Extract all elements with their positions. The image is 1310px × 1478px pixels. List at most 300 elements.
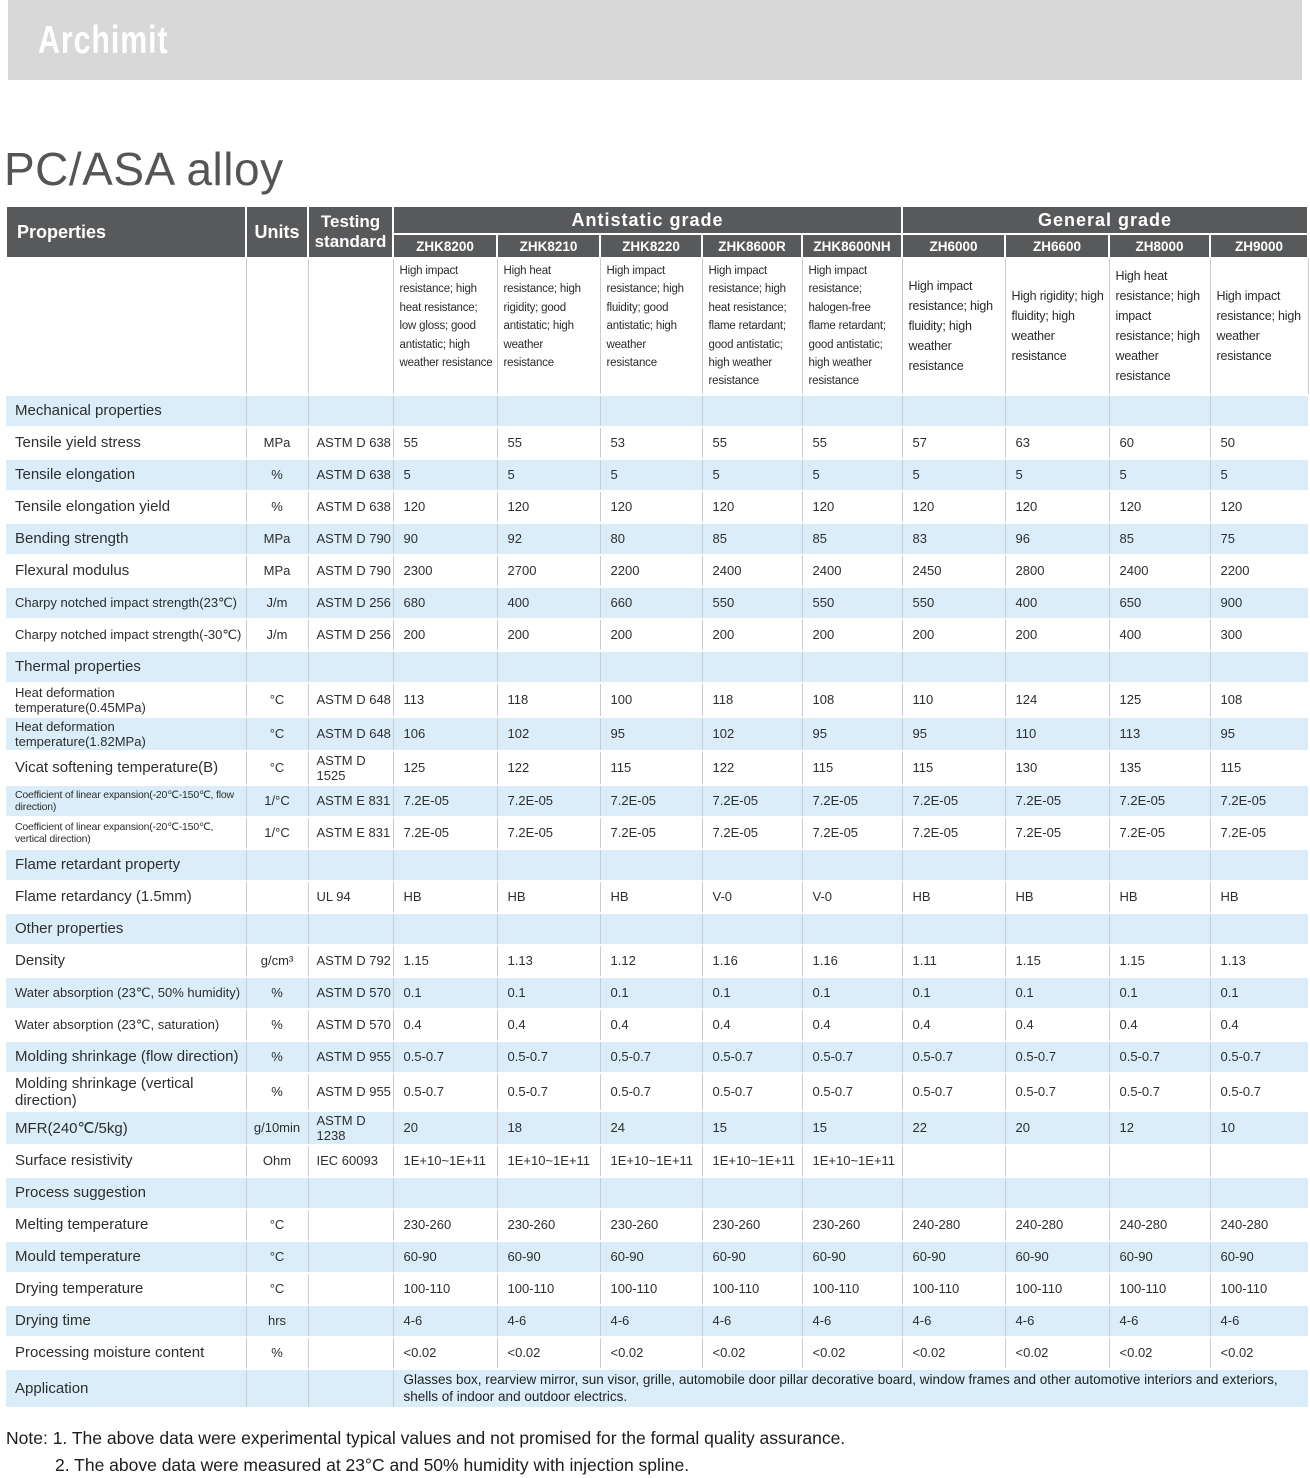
model-description: High impact resistance; halogen-free flame retardant; good antistatic; high weather resistance <box>802 258 902 395</box>
unit-cell: °C <box>246 683 308 717</box>
value-cell: 100-110 <box>702 1273 802 1305</box>
value-cell: 15 <box>802 1111 902 1145</box>
empty-cell <box>6 258 246 395</box>
group-header-antistatic: Antistatic grade <box>393 206 902 234</box>
value-cell: 60-90 <box>702 1241 802 1273</box>
unit-cell: J/m <box>246 587 308 619</box>
value-cell <box>1210 1177 1308 1209</box>
value-cell: 0.5-0.7 <box>1210 1041 1308 1073</box>
value-cell <box>393 651 497 683</box>
section-title: Process suggestion <box>6 1177 246 1209</box>
value-cell: 90 <box>393 523 497 555</box>
property-row <box>6 491 1308 523</box>
value-cell <box>497 1177 600 1209</box>
value-cell: 0.5-0.7 <box>802 1073 902 1111</box>
value-cell: 0.5-0.7 <box>497 1073 600 1111</box>
unit-cell <box>246 913 308 945</box>
value-cell: 0.5-0.7 <box>1210 1073 1308 1111</box>
property-label: Flexural modulus <box>6 555 246 587</box>
value-cell: 0.5-0.7 <box>393 1041 497 1073</box>
value-cell: 550 <box>902 587 1005 619</box>
column-header-testing-standard: Testing standard <box>308 206 393 258</box>
value-cell: 300 <box>1210 619 1308 651</box>
standard-cell: ASTM E 831 <box>308 785 393 817</box>
property-label: Drying time <box>6 1305 246 1337</box>
value-cell: 400 <box>497 587 600 619</box>
value-cell: 55 <box>802 427 902 459</box>
value-cell: 2200 <box>600 555 702 587</box>
value-cell: 200 <box>393 619 497 651</box>
value-cell: 4-6 <box>497 1305 600 1337</box>
value-cell: 108 <box>1210 683 1308 717</box>
value-cell: 60-90 <box>802 1241 902 1273</box>
empty-cell <box>308 258 393 395</box>
value-cell <box>1109 395 1210 427</box>
value-cell: 7.2E-05 <box>1210 817 1308 849</box>
unit-cell: g/10min <box>246 1111 308 1145</box>
value-cell: 1E+10~1E+11 <box>802 1145 902 1177</box>
value-cell: <0.02 <box>1005 1337 1109 1369</box>
value-cell: 1E+10~1E+11 <box>393 1145 497 1177</box>
value-cell: 0.5-0.7 <box>1005 1073 1109 1111</box>
property-row <box>6 1009 1308 1041</box>
value-cell: 2450 <box>902 555 1005 587</box>
page-title: PC/ASA alloy <box>4 143 284 195</box>
value-cell <box>1109 849 1210 881</box>
value-cell <box>902 395 1005 427</box>
model-description: High heat resistance; high rigidity; good antistatic; high weather resistance <box>497 258 600 395</box>
value-cell: 4-6 <box>902 1305 1005 1337</box>
unit-cell: Ohm <box>246 1145 308 1177</box>
value-cell: 0.1 <box>497 977 600 1009</box>
value-cell: 118 <box>702 683 802 717</box>
value-cell: 63 <box>1005 427 1109 459</box>
standard-cell <box>308 1369 393 1408</box>
value-cell <box>1005 395 1109 427</box>
property-row <box>6 1305 1308 1337</box>
unit-cell: MPa <box>246 555 308 587</box>
property-row <box>6 555 1308 587</box>
value-cell: 110 <box>902 683 1005 717</box>
value-cell: 1.12 <box>600 945 702 977</box>
section-title: Thermal properties <box>6 651 246 683</box>
standard-cell <box>308 1305 393 1337</box>
value-cell: 0.4 <box>1210 1009 1308 1041</box>
unit-cell: % <box>246 1337 308 1369</box>
application-text: Glasses box, rearview mirror, sun visor, grille, automobile door pillar decorative board, window frames and other automotive interiors and exteriors, shells of indoor and outdoor electrics. <box>393 1369 1308 1408</box>
value-cell: 680 <box>393 587 497 619</box>
value-cell: 124 <box>1005 683 1109 717</box>
value-cell: 118 <box>497 683 600 717</box>
unit-cell: % <box>246 977 308 1009</box>
value-cell: 102 <box>702 717 802 751</box>
value-cell: 106 <box>393 717 497 751</box>
property-row <box>6 945 1308 977</box>
standard-cell <box>308 1177 393 1209</box>
standard-cell: ASTM E 831 <box>308 817 393 849</box>
property-row <box>6 1111 1308 1145</box>
application-row <box>6 1369 1308 1408</box>
value-cell <box>497 913 600 945</box>
unit-cell <box>246 1369 308 1408</box>
value-cell: 1.13 <box>497 945 600 977</box>
value-cell: 0.4 <box>802 1009 902 1041</box>
standard-cell: ASTM D 790 <box>308 523 393 555</box>
value-cell: HB <box>1005 881 1109 913</box>
value-cell: 60-90 <box>1210 1241 1308 1273</box>
value-cell: 0.1 <box>393 977 497 1009</box>
value-cell: 60 <box>1109 427 1210 459</box>
value-cell: 60-90 <box>497 1241 600 1273</box>
value-cell: 4-6 <box>600 1305 702 1337</box>
value-cell: 135 <box>1109 751 1210 785</box>
value-cell: 5 <box>902 459 1005 491</box>
value-cell: 0.5-0.7 <box>497 1041 600 1073</box>
property-row <box>6 683 1308 717</box>
property-row <box>6 881 1308 913</box>
value-cell <box>902 849 1005 881</box>
value-cell <box>902 1177 1005 1209</box>
model-description: High impact resistance; high heat resistance; low gloss; good antistatic; high weather resistance <box>393 258 497 395</box>
value-cell: 230-260 <box>393 1209 497 1241</box>
group-header-general: General grade <box>902 206 1308 234</box>
value-cell: <0.02 <box>1210 1337 1308 1369</box>
value-cell: 200 <box>902 619 1005 651</box>
value-cell: 5 <box>1210 459 1308 491</box>
model-description: High impact resistance; high fluidity; good antistatic; high weather resistance <box>600 258 702 395</box>
section-title: Mechanical properties <box>6 395 246 427</box>
value-cell: 0.4 <box>600 1009 702 1041</box>
value-cell: 0.5-0.7 <box>902 1041 1005 1073</box>
column-header-zh8000: ZH8000 <box>1109 234 1210 258</box>
value-cell: 18 <box>497 1111 600 1145</box>
value-cell: 20 <box>1005 1111 1109 1145</box>
property-label: Molding shrinkage (vertical direction) <box>6 1073 246 1111</box>
value-cell: 100-110 <box>1210 1273 1308 1305</box>
value-cell: 7.2E-05 <box>802 785 902 817</box>
value-cell: 108 <box>802 683 902 717</box>
value-cell: 550 <box>702 587 802 619</box>
column-header-properties: Properties <box>6 206 246 258</box>
value-cell: 130 <box>1005 751 1109 785</box>
value-cell: 95 <box>802 717 902 751</box>
standard-cell: ASTM D 638 <box>308 491 393 523</box>
value-cell <box>497 849 600 881</box>
value-cell: 0.1 <box>1210 977 1308 1009</box>
value-cell: HB <box>393 881 497 913</box>
value-cell: 113 <box>393 683 497 717</box>
value-cell: 0.1 <box>802 977 902 1009</box>
property-label: Application <box>6 1369 246 1408</box>
value-cell: 10 <box>1210 1111 1308 1145</box>
value-cell: 115 <box>802 751 902 785</box>
value-cell <box>802 1177 902 1209</box>
value-cell: 4-6 <box>393 1305 497 1337</box>
value-cell: 100-110 <box>802 1273 902 1305</box>
property-row <box>6 1145 1308 1177</box>
value-cell: 7.2E-05 <box>702 817 802 849</box>
property-label: Water absorption (23℃, 50% humidity) <box>6 977 246 1009</box>
standard-cell: ASTM D 256 <box>308 619 393 651</box>
value-cell: 60-90 <box>902 1241 1005 1273</box>
column-header-zhk8600nh: ZHK8600NH <box>802 234 902 258</box>
value-cell: 110 <box>1005 717 1109 751</box>
footnotes <box>6 1425 1310 1478</box>
value-cell: 1.11 <box>902 945 1005 977</box>
value-cell: 1.16 <box>702 945 802 977</box>
standard-cell: ASTM D 955 <box>308 1041 393 1073</box>
value-cell: 2700 <box>497 555 600 587</box>
value-cell <box>1005 913 1109 945</box>
value-cell: 200 <box>1005 619 1109 651</box>
table-body <box>6 395 1308 1408</box>
value-cell: 120 <box>1210 491 1308 523</box>
property-row <box>6 751 1308 785</box>
section-title: Other properties <box>6 913 246 945</box>
standard-cell <box>308 1241 393 1273</box>
value-cell: 15 <box>702 1111 802 1145</box>
standard-cell: ASTM D 955 <box>308 1073 393 1111</box>
value-cell: HB <box>1109 881 1210 913</box>
standard-cell: ASTM D 570 <box>308 1009 393 1041</box>
value-cell: 7.2E-05 <box>393 785 497 817</box>
value-cell: 7.2E-05 <box>702 785 802 817</box>
standard-cell: ASTM D 638 <box>308 459 393 491</box>
value-cell: 100-110 <box>497 1273 600 1305</box>
property-row <box>6 1073 1308 1111</box>
value-cell <box>802 395 902 427</box>
value-cell: 2200 <box>1210 555 1308 587</box>
value-cell: 200 <box>702 619 802 651</box>
value-cell: 0.5-0.7 <box>600 1041 702 1073</box>
property-label: MFR(240℃/5kg) <box>6 1111 246 1145</box>
value-cell: 0.4 <box>902 1009 1005 1041</box>
property-row <box>6 1337 1308 1369</box>
unit-cell: % <box>246 1073 308 1111</box>
property-label: Vicat softening temperature(B) <box>6 751 246 785</box>
model-description-row <box>6 258 1308 395</box>
column-header-zh6600: ZH6600 <box>1005 234 1109 258</box>
value-cell <box>1109 913 1210 945</box>
value-cell <box>1210 395 1308 427</box>
value-cell: 100-110 <box>902 1273 1005 1305</box>
empty-cell <box>246 258 308 395</box>
property-row <box>6 717 1308 751</box>
value-cell: 92 <box>497 523 600 555</box>
property-label: Coefficient of linear expansion(-20℃-150℃, vertical direction) <box>6 817 246 849</box>
standard-cell: ASTM D 638 <box>308 427 393 459</box>
value-cell: 7.2E-05 <box>902 785 1005 817</box>
value-cell: 1E+10~1E+11 <box>702 1145 802 1177</box>
value-cell: 400 <box>1005 587 1109 619</box>
value-cell: 22 <box>902 1111 1005 1145</box>
value-cell: 60-90 <box>1109 1241 1210 1273</box>
value-cell <box>600 913 702 945</box>
property-row <box>6 523 1308 555</box>
value-cell: 53 <box>600 427 702 459</box>
property-row <box>6 587 1308 619</box>
unit-cell <box>246 1177 308 1209</box>
value-cell: 120 <box>393 491 497 523</box>
unit-cell: hrs <box>246 1305 308 1337</box>
property-row <box>6 459 1308 491</box>
value-cell: 5 <box>1005 459 1109 491</box>
column-header-zhk8600r: ZHK8600R <box>702 234 802 258</box>
value-cell: 85 <box>1109 523 1210 555</box>
value-cell: 0.5-0.7 <box>600 1073 702 1111</box>
section-row <box>6 1177 1308 1209</box>
value-cell: 550 <box>802 587 902 619</box>
unit-cell: °C <box>246 1273 308 1305</box>
value-cell <box>702 651 802 683</box>
model-description: High heat resistance; high impact resistance; high weather resistance <box>1109 258 1210 395</box>
value-cell: 1.15 <box>393 945 497 977</box>
value-cell: 0.5-0.7 <box>1109 1073 1210 1111</box>
property-label: Tensile elongation <box>6 459 246 491</box>
value-cell: <0.02 <box>600 1337 702 1369</box>
column-header-zh6000: ZH6000 <box>902 234 1005 258</box>
value-cell: 230-260 <box>702 1209 802 1241</box>
value-cell <box>1109 651 1210 683</box>
property-label: Flame retardancy (1.5mm) <box>6 881 246 913</box>
property-label: Charpy notched impact strength(23℃) <box>6 587 246 619</box>
value-cell: 1E+10~1E+11 <box>497 1145 600 1177</box>
unit-cell: 1/°C <box>246 817 308 849</box>
value-cell: 122 <box>702 751 802 785</box>
section-row <box>6 849 1308 881</box>
standard-cell: UL 94 <box>308 881 393 913</box>
value-cell: 2800 <box>1005 555 1109 587</box>
property-label: Bending strength <box>6 523 246 555</box>
property-label: Mould temperature <box>6 1241 246 1273</box>
value-cell <box>802 849 902 881</box>
value-cell <box>1005 1177 1109 1209</box>
value-cell <box>702 1177 802 1209</box>
standard-cell: ASTM D 570 <box>308 977 393 1009</box>
value-cell: 0.1 <box>702 977 802 1009</box>
unit-cell <box>246 651 308 683</box>
value-cell: 12 <box>1109 1111 1210 1145</box>
value-cell: 230-260 <box>600 1209 702 1241</box>
value-cell: 115 <box>1210 751 1308 785</box>
value-cell: 240-280 <box>1210 1209 1308 1241</box>
value-cell: 80 <box>600 523 702 555</box>
column-header-units: Units <box>246 206 308 258</box>
unit-cell: °C <box>246 751 308 785</box>
section-row <box>6 913 1308 945</box>
value-cell <box>600 651 702 683</box>
value-cell: 1.15 <box>1109 945 1210 977</box>
value-cell: 60-90 <box>600 1241 702 1273</box>
value-cell: 4-6 <box>802 1305 902 1337</box>
value-cell: 125 <box>1109 683 1210 717</box>
value-cell: 5 <box>393 459 497 491</box>
value-cell: 0.4 <box>1005 1009 1109 1041</box>
value-cell: <0.02 <box>802 1337 902 1369</box>
value-cell: 7.2E-05 <box>1210 785 1308 817</box>
value-cell: 2300 <box>393 555 497 587</box>
property-row <box>6 1041 1308 1073</box>
value-cell: 0.4 <box>497 1009 600 1041</box>
value-cell: 115 <box>902 751 1005 785</box>
value-cell: 100-110 <box>393 1273 497 1305</box>
value-cell: 85 <box>802 523 902 555</box>
value-cell: 102 <box>497 717 600 751</box>
property-label: Coefficient of linear expansion(-20℃-150℃, flow direction) <box>6 785 246 817</box>
unit-cell: % <box>246 1009 308 1041</box>
value-cell: 1.15 <box>1005 945 1109 977</box>
value-cell: 900 <box>1210 587 1308 619</box>
value-cell: 5 <box>1109 459 1210 491</box>
value-cell <box>1210 913 1308 945</box>
value-cell: 96 <box>1005 523 1109 555</box>
property-label: Tensile elongation yield <box>6 491 246 523</box>
value-cell: 120 <box>600 491 702 523</box>
value-cell: <0.02 <box>702 1337 802 1369</box>
value-cell <box>393 849 497 881</box>
column-header-zhk8200: ZHK8200 <box>393 234 497 258</box>
unit-cell: 1/°C <box>246 785 308 817</box>
value-cell: 7.2E-05 <box>497 785 600 817</box>
value-cell: 2400 <box>1109 555 1210 587</box>
value-cell: 57 <box>902 427 1005 459</box>
value-cell: 50 <box>1210 427 1308 459</box>
value-cell: 5 <box>702 459 802 491</box>
standard-cell <box>308 1273 393 1305</box>
value-cell: 55 <box>702 427 802 459</box>
value-cell: 7.2E-05 <box>1109 785 1210 817</box>
property-row <box>6 977 1308 1009</box>
value-cell: 100 <box>600 683 702 717</box>
value-cell: HB <box>497 881 600 913</box>
standard-cell: ASTM D 1238 <box>308 1111 393 1145</box>
property-label: Processing moisture content <box>6 1337 246 1369</box>
property-label: Surface resistivity <box>6 1145 246 1177</box>
value-cell <box>702 395 802 427</box>
value-cell <box>497 395 600 427</box>
value-cell <box>802 913 902 945</box>
value-cell: 240-280 <box>1005 1209 1109 1241</box>
value-cell <box>600 1177 702 1209</box>
column-header-zhk8210: ZHK8210 <box>497 234 600 258</box>
value-cell: 2400 <box>702 555 802 587</box>
unit-cell: % <box>246 459 308 491</box>
value-cell: 7.2E-05 <box>1005 785 1109 817</box>
value-cell: 230-260 <box>497 1209 600 1241</box>
value-cell: 0.5-0.7 <box>702 1073 802 1111</box>
value-cell <box>1005 651 1109 683</box>
brand-band <box>8 0 1302 80</box>
value-cell <box>497 651 600 683</box>
value-cell: 100-110 <box>600 1273 702 1305</box>
value-cell: 240-280 <box>902 1209 1005 1241</box>
value-cell: 55 <box>497 427 600 459</box>
value-cell <box>1005 849 1109 881</box>
value-cell: 230-260 <box>802 1209 902 1241</box>
value-cell: 0.1 <box>600 977 702 1009</box>
value-cell: V-0 <box>802 881 902 913</box>
property-label: Heat deformation temperature(1.82MPa) <box>6 717 246 751</box>
property-row <box>6 1241 1308 1273</box>
value-cell: 240-280 <box>1109 1209 1210 1241</box>
property-label: Melting temperature <box>6 1209 246 1241</box>
value-cell: 5 <box>600 459 702 491</box>
value-cell: 95 <box>1210 717 1308 751</box>
value-cell <box>1210 1145 1308 1177</box>
property-label: Water absorption (23℃, saturation) <box>6 1009 246 1041</box>
value-cell: 120 <box>1005 491 1109 523</box>
value-cell <box>702 913 802 945</box>
